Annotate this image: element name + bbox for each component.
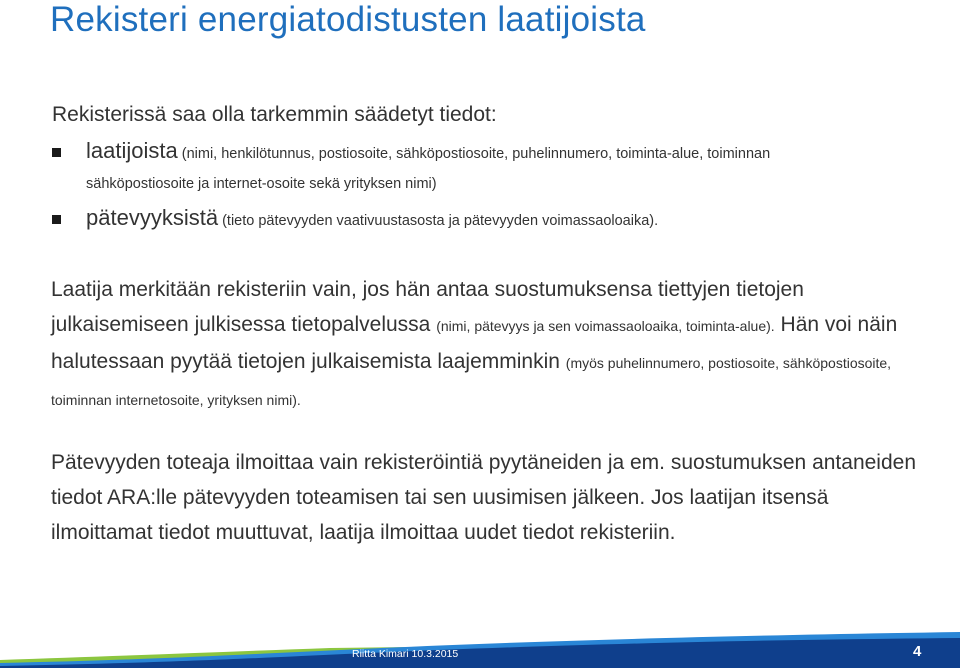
square-bullet-icon: [52, 215, 61, 224]
intro-text: Rekisterissä saa olla tarkemmin säädetyt tiedot:: [52, 103, 497, 126]
para1-small-note-2: (myös puhelinnumero, postiosoite, sähköpostiosoite, toiminnan internetosoite, yrityksen nimi).: [51, 355, 892, 408]
bullet-lead: laatijoista: [86, 138, 178, 163]
bullet-detail-continued: sähköpostiosoite ja internet-osoite sekä yrityksen nimi): [86, 176, 437, 192]
bullet-detail: (nimi, henkilötunnus, postiosoite, sähköpostiosoite, puhelinnumero, toiminta-alue, toiminnan: [177, 146, 771, 162]
page-number: 4: [913, 643, 922, 660]
para1-text-continued: Hän voi näin halutessaan pyytää tietojen julkaisemista laajemminkin: [51, 313, 898, 373]
paragraph-reporting: Pätevyyden toteaja ilmoittaa vain rekisteröintiä pyytäneiden ja em. suostumuksen antaneiden tiedot ARA:lle pätevyyden toteamisen tai sen uusimisen jälkeen. Jos laatijan itsensä ilmoittamat tiedot muuttuvat, laatija ilmoittaa uudet tiedot rekisteriin.: [51, 451, 917, 544]
bullet-lead: pätevyyksistä: [86, 205, 219, 230]
slide-title: Rekisteri energiatodistusten laatijoista: [50, 0, 646, 39]
bullet-detail: (tieto pätevyyden vaativuustasosta ja pätevyyden voimassaoloaika).: [218, 213, 659, 229]
para1-small-note: (nimi, pätevyys ja sen voimassaoloaika, toiminta-alue).: [436, 318, 775, 334]
paragraph-consent: [51, 272, 931, 418]
bullet-patevyyksista: [52, 203, 658, 236]
square-bullet-icon: [52, 148, 61, 157]
bullet-laatijoista: [52, 136, 770, 199]
footer-author-date: Riitta Kimari 10.3.2015: [352, 648, 459, 660]
footer-wave-decoration: [0, 630, 960, 668]
para1-text: Laatija merkitään rekisteriin vain, jos hän antaa suostumuksensa tiettyjen tietojen julkaisemiseen julkisessa tietopalvelussa: [51, 278, 804, 336]
